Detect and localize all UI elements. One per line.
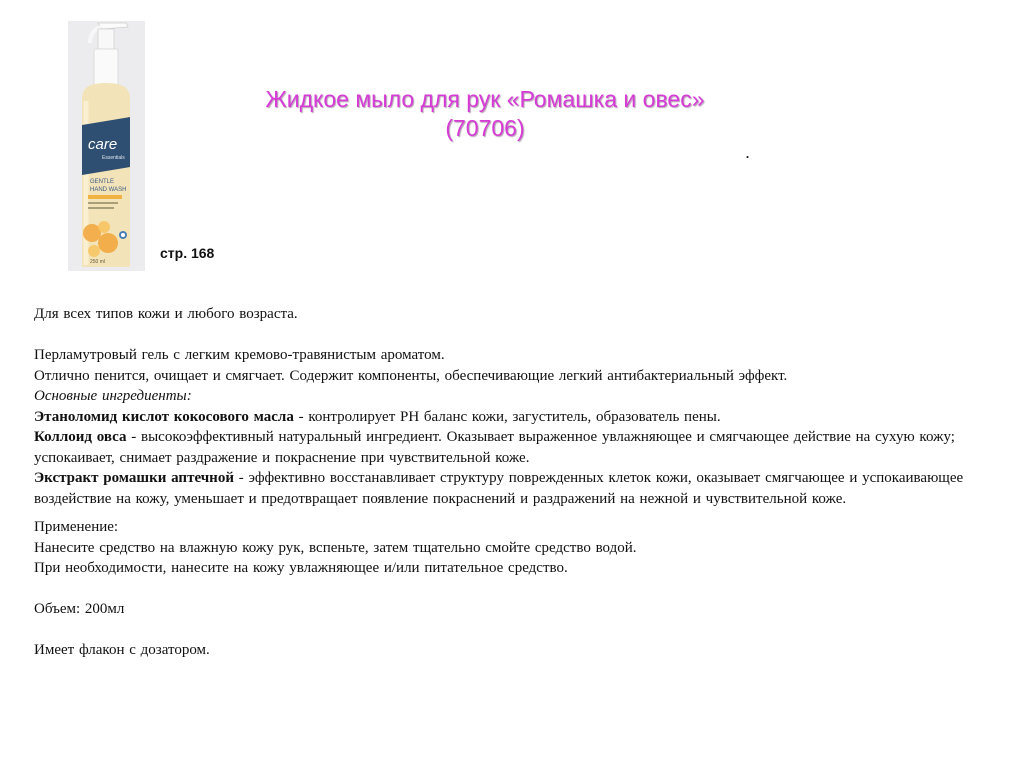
ingredient-description: - эффективно восстанавливает структуру поврежденных клеток кожи, оказывает смягчающее и успокаивающее воздействие на кожу, уменьшает и предотвращает появление покраснений и раздражений на нежной и чувствительной коже. <box>34 470 964 507</box>
page-title <box>230 85 740 143</box>
ingredient-chamomile <box>34 468 984 509</box>
product-label-line1: GENTLE <box>90 179 115 185</box>
hand-wash-bottle-image <box>68 21 145 271</box>
usage-line-2: При необходимости, нанесите на кожу увлажняющее и/или питательное средство. <box>34 560 568 576</box>
product-brand-subtext: Essentials <box>102 155 125 161</box>
product-label-line2: HAND WASH <box>90 187 127 193</box>
ingredient-name: Коллоид овса <box>34 429 127 445</box>
dispenser-text: Имеет флакон с дозатором. <box>34 642 210 658</box>
effect-description-text: Отлично пенится, очищает и смягчает. Содержит компоненты, обеспечивающие легкий антибактериальный эффект. <box>34 367 788 384</box>
product-photo <box>68 21 145 271</box>
title-line-1: Жидкое мыло для рук «Ромашка и овес» <box>265 86 705 112</box>
ingredients-heading: Основные ингредиенты: <box>34 388 192 404</box>
dot-mark: . <box>745 142 751 162</box>
product-description <box>34 304 984 661</box>
ingredient-coconut <box>34 407 984 428</box>
usage-heading: Применение: <box>34 519 119 535</box>
ingredient-oat <box>34 427 984 468</box>
ingredient-name: Этаноломид кислот кокосового масла <box>34 408 294 425</box>
ingredient-name: Экстракт ромашки аптечной <box>34 470 234 486</box>
product-volume-text: 250 ml <box>90 259 106 265</box>
gel-description-text: Перламутровый гель с легким кремово-травянистым ароматом. <box>34 347 445 363</box>
skin-type-text: Для всех типов кожи и любого возраста. <box>34 306 298 322</box>
ingredient-description: - контролирует РН баланс кожи, загуститель, образователь пены. <box>293 408 721 425</box>
ingredient-description: - высокоэффективный натуральный ингредиент. Оказывает выраженное увлажняющее и смягчающее действие на сухую кожу; успокаивает, снимает раздражение и покраснение при чувствительной коже. <box>34 429 955 466</box>
volume-text: Объем: 200мл <box>34 601 125 617</box>
product-brand-text: care <box>88 136 118 153</box>
usage-line-1: Нанесите средство на влажную кожу рук, вспеньте, затем тщательно смойте средство водой. <box>34 539 637 556</box>
title-line-2: (70706) <box>445 115 525 141</box>
page-reference: стр. 168 <box>160 245 215 261</box>
